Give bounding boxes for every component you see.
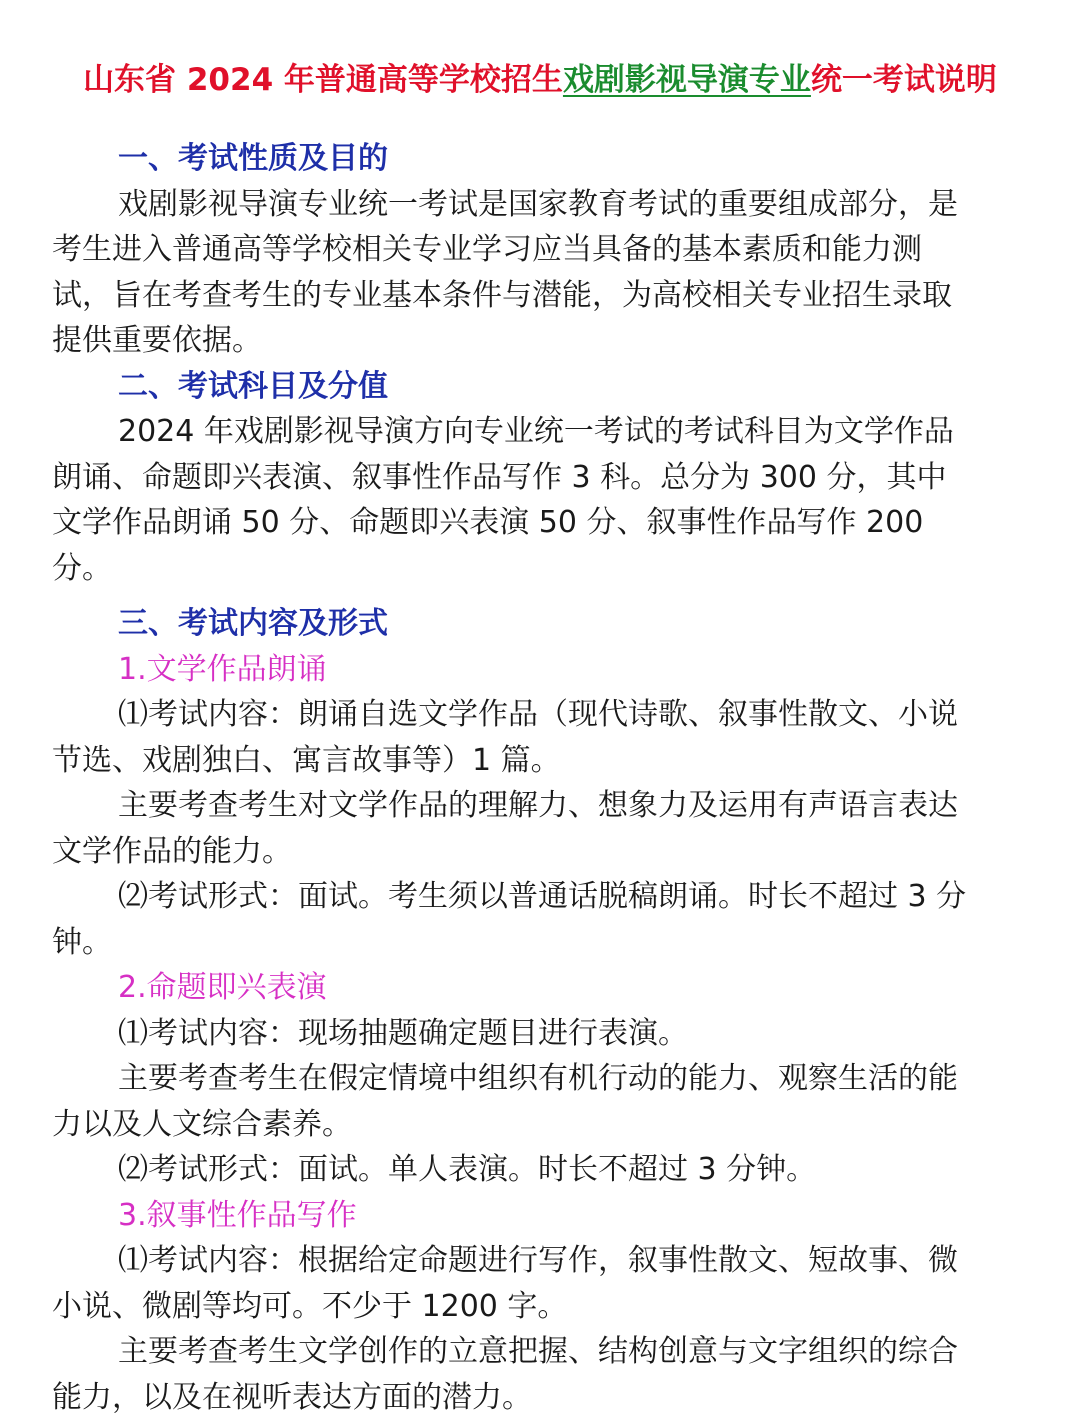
paragraph-line: 试，旨在考查考生的专业基本条件与潜能，为高校相关专业招生录取 (52, 273, 1032, 319)
paragraph-line: 文学作品的能力。 (52, 829, 1032, 875)
paragraph-line: 戏剧影视导演专业统一考试是国家教育考试的重要组成部分，是 (52, 182, 1032, 228)
title-suffix: 统一考试说明 (811, 62, 997, 98)
paragraph-line: 力以及人文综合素养。 (52, 1102, 1032, 1148)
subsection3-heading: 3.叙事性作品写作 (52, 1193, 1032, 1239)
paragraph-line: ⑵考试形式：面试。单人表演。时长不超过 3 分钟。 (52, 1147, 1032, 1193)
paragraph-line: 主要考查考生文学创作的立意把握、结构创意与文字组织的综合 (52, 1329, 1032, 1375)
paragraph-line: ⑴考试内容：朗诵自选文学作品（现代诗歌、叙事性散文、小说 (52, 692, 1032, 738)
section3-heading: 三、考试内容及形式 (52, 601, 1032, 647)
paragraph-line: 主要考查考生对文学作品的理解力、想象力及运用有声语言表达 (52, 783, 1032, 829)
paragraph-line: 主要考查考生在假定情境中组织有机行动的能力、观察生活的能 (52, 1056, 1032, 1102)
paragraph-line: ⑴考试内容：根据给定命题进行写作，叙事性散文、短故事、微 (52, 1238, 1032, 1284)
paragraph-line: 朗诵、命题即兴表演、叙事性作品写作 3 科。总分为 300 分，其中 (52, 455, 1032, 501)
paragraph-line: 考生进入普通高等学校相关专业学习应当具备的基本素质和能力测 (52, 227, 1032, 273)
paragraph-line: 能力，以及在视听表达方面的潜力。 (52, 1375, 1032, 1420)
paragraph-line: 分。 (52, 546, 1032, 592)
title-highlight: 戏剧影视导演专业 (563, 62, 811, 98)
paragraph-line: ⑴考试内容：现场抽题确定题目进行表演。 (52, 1011, 1032, 1057)
title-prefix: 山东省 2024 年普通高等学校招生 (83, 62, 563, 98)
section1-heading: 一、考试性质及目的 (52, 136, 1032, 182)
section2-heading: 二、考试科目及分值 (52, 364, 1032, 410)
paragraph-line: 提供重要依据。 (52, 318, 1032, 364)
paragraph-line: 节选、戏剧独白、寓言故事等）1 篇。 (52, 738, 1032, 784)
paragraph-line: 文学作品朗诵 50 分、命题即兴表演 50 分、叙事性作品写作 200 (52, 500, 1032, 546)
subsection1-heading: 1.文学作品朗诵 (52, 647, 1032, 693)
paragraph-line: 钟。 (52, 920, 1032, 966)
document-body (52, 136, 1032, 1420)
paragraph-line: 小说、微剧等均可。不少于 1200 字。 (52, 1284, 1032, 1330)
page-title (0, 56, 1080, 104)
paragraph-line: ⑵考试形式：面试。考生须以普通话脱稿朗诵。时长不超过 3 分 (52, 874, 1032, 920)
subsection2-heading: 2.命题即兴表演 (52, 965, 1032, 1011)
paragraph-line: 2024 年戏剧影视导演方向专业统一考试的考试科目为文学作品 (52, 409, 1032, 455)
